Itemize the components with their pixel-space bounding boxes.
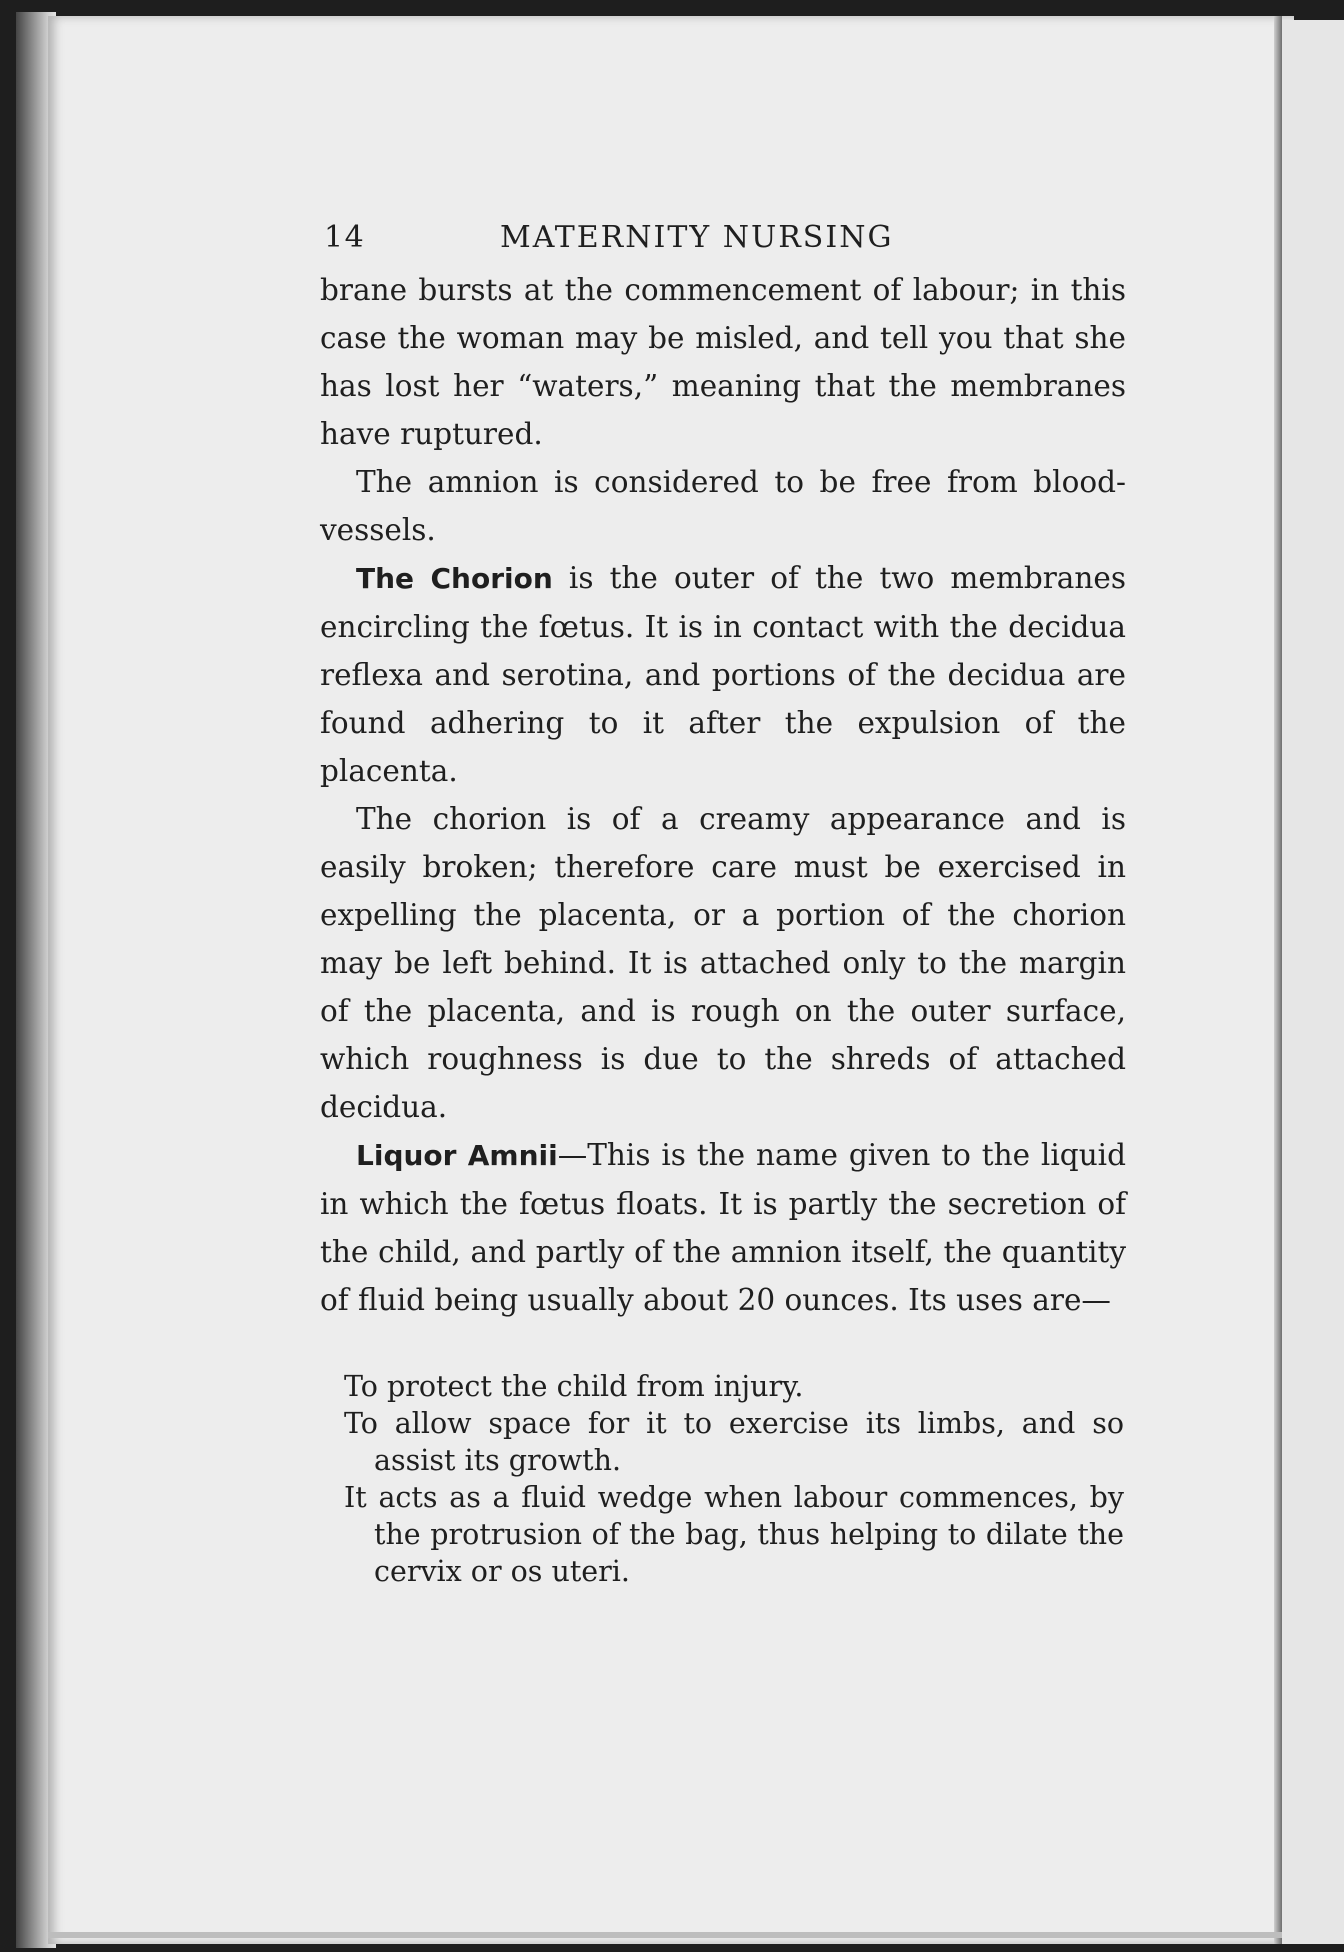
paragraph-text: —This is the name given to the liquid in which the fœtus floats. It is partly the secretion of the child, and partly of the amnion itself, the quantity of fluid being usually about 20 ounces. Its uses are— bbox=[320, 1138, 1127, 1317]
list-item: To protect the child from injury. bbox=[344, 1370, 804, 1403]
paragraph-liquor-amnii bbox=[320, 1131, 1126, 1324]
paragraph-amnion bbox=[320, 458, 1126, 554]
adjacent-page-edge bbox=[1282, 20, 1344, 1944]
page-number: 14 bbox=[324, 220, 366, 255]
paragraph-chorion bbox=[320, 554, 1126, 795]
paragraph-text: brane bursts at the commencement of labour; in this case the woman may be misled, and tell you that she has lost her “waters,” meaning that the membranes have ruptured. bbox=[320, 273, 1126, 451]
list-item: To allow space for it to exercise its limbs, and so assist its growth. bbox=[344, 1407, 1124, 1477]
run-in-heading: Liquor Amnii bbox=[356, 1139, 558, 1172]
paragraph-chorion-appearance bbox=[320, 795, 1126, 1131]
list-item: It acts as a fluid wedge when labour commences, by the protrusion of the bag, thus helping to dilate the cervix or os uteri. bbox=[344, 1481, 1124, 1588]
paragraph-text: The amnion is considered to be free from blood-vessels. bbox=[320, 465, 1126, 547]
paragraph-continuation bbox=[320, 266, 1126, 458]
paragraph-text: The chorion is of a creamy appearance and is easily broken; therefore care must be exercised in expelling the placenta, or a portion of the chorion may be left behind. It is attached only to the margin of the placenta, and is rough on the outer surface, which roughness is due to the shreds of attached decidua. bbox=[320, 802, 1126, 1124]
page-gutter-shadow bbox=[1274, 16, 1282, 1944]
paragraph-text: is the outer of the two membranes encircling the fœtus. It is in contact with the decidua reflexa and serotina, and portions of the decidua are found adhering to it after the expulsion of the placenta. bbox=[320, 561, 1126, 788]
uses-list bbox=[344, 1368, 1124, 1590]
run-in-heading: The Chorion bbox=[356, 562, 553, 595]
page-text-block bbox=[320, 212, 1126, 1590]
page-bottom-edge bbox=[48, 1932, 1282, 1938]
running-title: MATERNITY NURSING bbox=[500, 220, 894, 255]
running-head bbox=[320, 212, 1126, 262]
